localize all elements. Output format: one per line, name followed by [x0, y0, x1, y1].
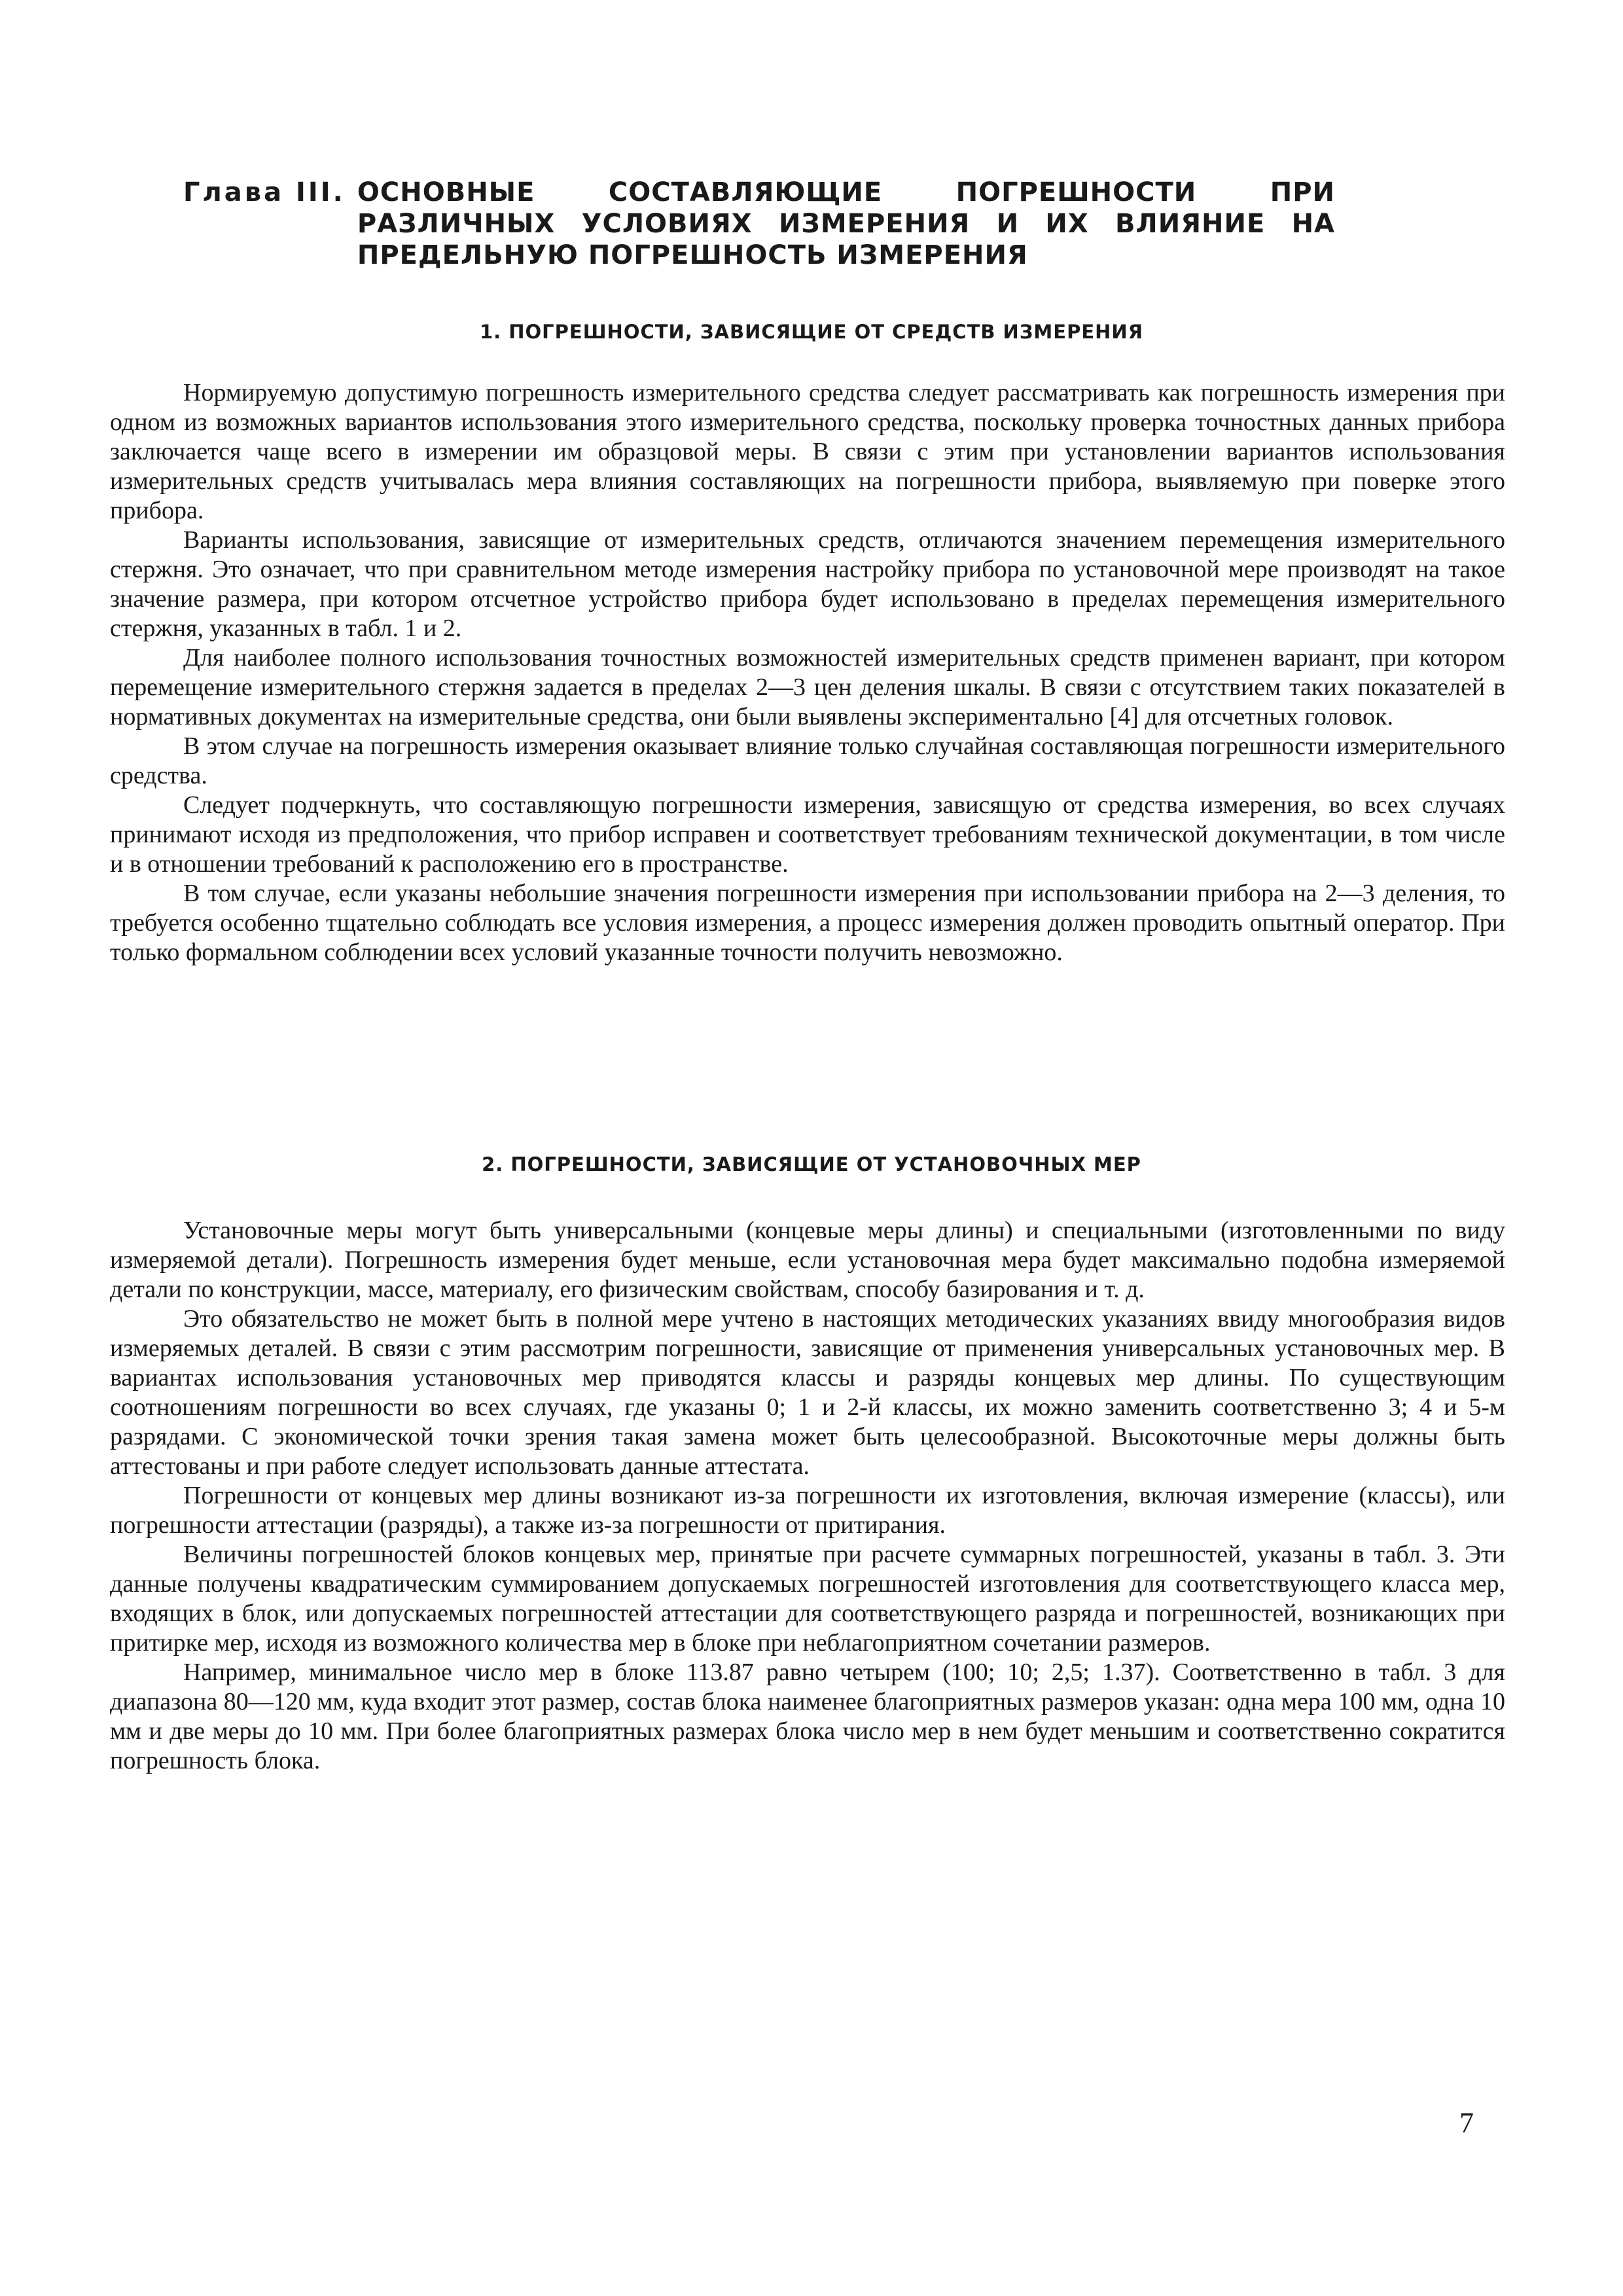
paragraph: Следует подчеркнуть, что составляющую погрешности измерения, зависящую от средства измерения, во всех случаях принимают исходя из предположения, что прибор исправен и соответствует требованиям технической документации, в том числе и в отношении требований к расположению его в пространстве. [110, 791, 1505, 878]
section-heading-1: 1. ПОГРЕШНОСТИ, ЗАВИСЯЩИЕ ОТ СРЕДСТВ ИЗМЕРЕНИЯ [479, 321, 1144, 343]
paragraph: Установочные меры могут быть универсальными (концевые меры длины) и специальными (изготовленными по виду измеряемой детали). Погрешность измерения будет меньше, если установочная мера будет максимально подобна измеряемой детали по конструкции, массе, материалу, его физическим свойствам, способу базирования и т. д. [110, 1217, 1505, 1303]
paragraph: Для наиболее полного использования точностных возможностей измерительных средств применен вариант, при котором перемещение измерительного стержня задается в пределах 2—3 цен деления шкалы. В связи с отсутствием таких показателей в нормативных документах на измерительные средства, они были выявлены экспериментально [4] для отсчетных головок. [110, 644, 1505, 730]
paragraph: Варианты использования, зависящие от измерительных средств, отличаются значением перемещения измерительного стержня. Это означает, что при сравнительном методе измерения настройку прибора по установочной мере производят на такое значение размера, при котором отсчетное устройство прибора будет использовано в пределах перемещения измерительного стержня, указанных в табл. 1 и 2. [110, 526, 1505, 642]
section-heading-2: 2. ПОГРЕШНОСТИ, ЗАВИСЯЩИЕ ОТ УСТАНОВОЧНЫХ МЕР [482, 1153, 1141, 1175]
paragraph: Величины погрешностей блоков концевых мер, принятые при расчете суммарных погрешностей, указаны в табл. 3. Эти данные получены квадратическим суммированием допускаемых погрешностей изготовления для соответствующего класса мер, входящих в блок, или допускаемых погрешностей аттестации для соответствующего разряда и погрешностей, возникающих при притирке мер, исходя из возможного количества мер в блоке при неблагоприятном сочетании размеров. [110, 1541, 1505, 1657]
paragraph: В этом случае на погрешность измерения оказывает влияние только случайная составляющая погрешности измерительного средства. [110, 732, 1505, 789]
chapter-label: Глава III. [183, 177, 346, 207]
chapter-heading [183, 177, 1335, 271]
section-2-body [110, 1216, 1505, 1776]
paragraph: Это обязательство не может быть в полной мере учтено в настоящих методических указаниях ввиду многообразия видов измеряемых деталей. В связи с этим рассмотрим погрешности, зависящие от применения универсальных установочных мер. В вариантах использования установочных мер приводятся классы и разряды концевых мер длины. По существующим соотношениям погрешности во всех случаях, где указаны 0; 1 и 2-й классы, их можно заменить соответственно 3; 4 и 5-м разрядами. С экономической точки зрения такая замена может быть целесообразной. Высокоточные меры должны быть аттестованы и при работе следует использовать данные аттестата. [110, 1305, 1505, 1480]
paragraph: Например, минимальное число мер в блоке 113.87 равно четырем (100; 10; 2,5; 1.37). Соответственно в табл. 3 для диапазона 80—120 мм, куда входит этот размер, состав блока наименее благоприятных размеров указан: одна мера 100 мм, одна 10 мм и две меры до 10 мм. При более благоприятных размерах блока число мер в нем будет меньшим и соответственно сократится погрешность блока. [110, 1659, 1505, 1774]
page-number: 7 [1459, 2107, 1474, 2139]
paragraph: В том случае, если указаны небольшие значения погрешности измерения при использовании прибора на 2—3 деления, то требуется особенно тщательно соблюдать все условия измерения, а процесс измерения должен проводить опытный оператор. При только формальном соблюдении всех условий указанные точности получить невозможно. [110, 880, 1505, 966]
paragraph: Погрешности от концевых мер длины возникают из-за погрешности их изготовления, включая измерение (классы), или погрешности аттестации (разряды), а также из-за погрешности от притирания. [110, 1482, 1505, 1539]
paragraph: Нормируемую допустимую погрешность измерительного средства следует рассматривать как погрешность измерения при одном из возможных вариантов использования этого измерительного средства, поскольку проверка точностных данных прибора заключается чаще всего в измерении им образцовой меры. В связи с этим при установлении вариантов использования измерительных средств учитывалась мера влияния составляющих на погрешности прибора, выявляемую при поверке этого прибора. [110, 379, 1505, 524]
chapter-title: ОСНОВНЫЕ СОСТАВЛЯЮЩИЕ ПОГРЕШНОСТИ ПРИ РАЗЛИЧНЫХ УСЛОВИЯХ ИЗМЕРЕНИЯ И ИХ ВЛИЯНИЕ НА ПРЕДЕЛЬНУЮ ПОГРЕШНОСТЬ ИЗМЕРЕНИЯ [357, 177, 1335, 270]
section-1-body [110, 378, 1505, 967]
